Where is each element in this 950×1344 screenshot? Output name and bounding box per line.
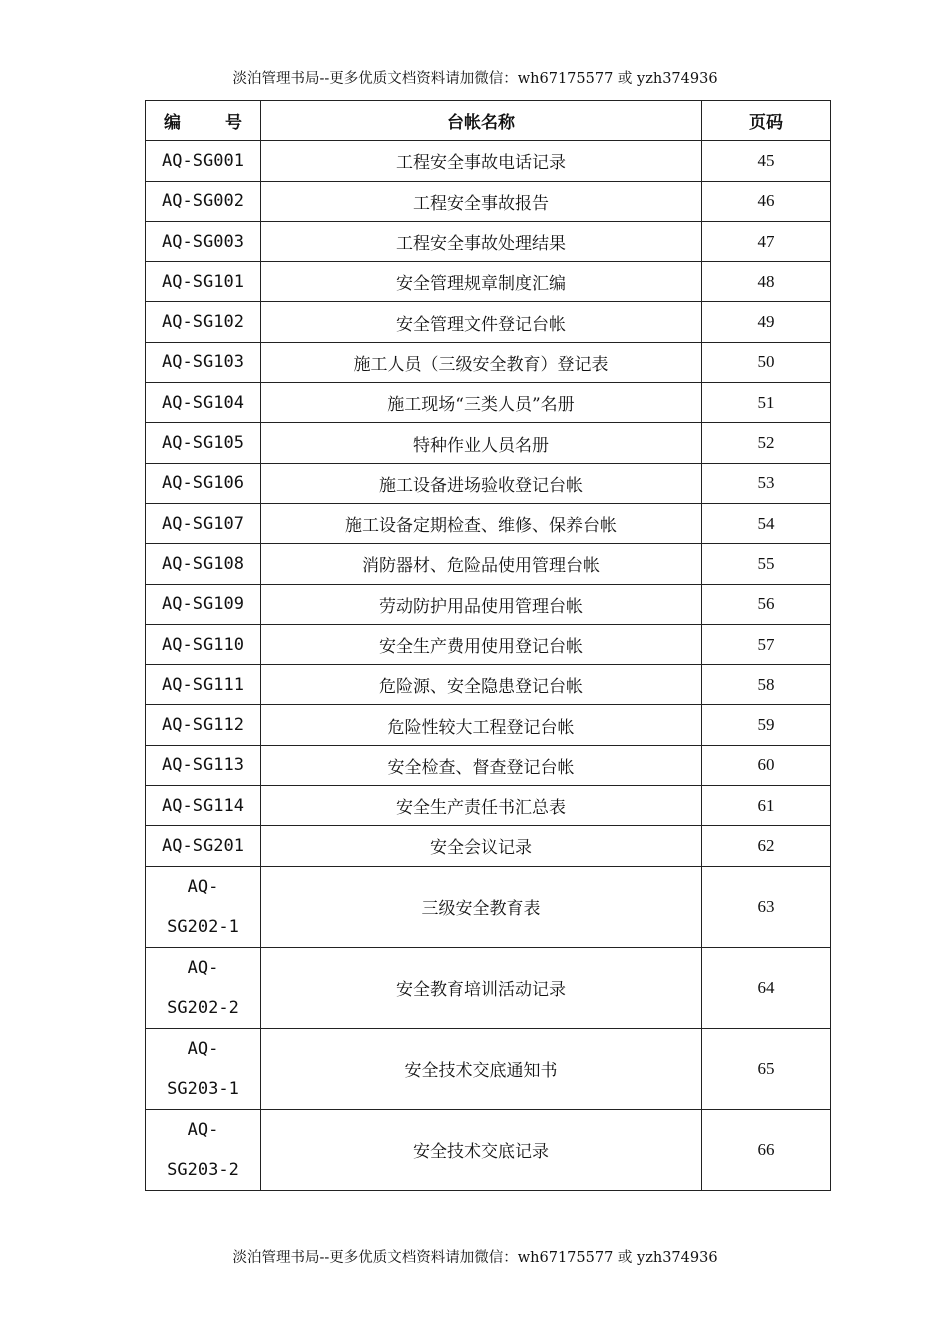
row-name: 特种作业人员名册 <box>261 423 702 463</box>
table-row <box>146 745 831 785</box>
row-code: AQ-SG106 <box>146 463 261 503</box>
table-row <box>146 383 831 423</box>
row-page: 50 <box>702 342 831 382</box>
row-page: 64 <box>702 947 831 1028</box>
row-page: 54 <box>702 503 831 543</box>
row-name: 三级安全教育表 <box>261 866 702 947</box>
row-code: AQ-SG102 <box>146 302 261 342</box>
row-page: 52 <box>702 423 831 463</box>
row-name: 劳动防护用品使用管理台帐 <box>261 584 702 624</box>
row-code-line2: SG203-2 <box>167 1159 239 1180</box>
row-name: 施工设备进场验收登记台帐 <box>261 463 702 503</box>
column-header-code-part1: 编 <box>164 113 181 134</box>
row-name: 消防器材、危险品使用管理台帐 <box>261 544 702 584</box>
row-code-line2: SG203-1 <box>167 1078 239 1099</box>
row-code: AQ-SG113 <box>146 745 261 785</box>
table-header-row <box>146 101 831 141</box>
row-code: AQ-SG114 <box>146 786 261 826</box>
table-row <box>146 141 831 181</box>
row-name: 危险性较大工程登记台帐 <box>261 705 702 745</box>
row-page: 60 <box>702 745 831 785</box>
table-row <box>146 584 831 624</box>
table-row <box>146 262 831 302</box>
row-code-line2: SG202-1 <box>167 916 239 937</box>
row-code: AQ-SG110 <box>146 624 261 664</box>
table-row <box>146 302 831 342</box>
row-name: 危险源、安全隐患登记台帐 <box>261 665 702 705</box>
row-code: AQ-SG002 <box>146 181 261 221</box>
row-code-line2: SG202-2 <box>167 997 239 1018</box>
row-name: 安全管理文件登记台帐 <box>261 302 702 342</box>
row-code: AQ-SG105 <box>146 423 261 463</box>
table-row <box>146 1109 831 1190</box>
page-footer: 淡泊管理书局--更多优质文档资料请加微信：wh67175577 或 yzh374936 <box>232 1250 718 1266</box>
table-row <box>146 947 831 1028</box>
row-code: AQ-SG111 <box>146 665 261 705</box>
table-row <box>146 665 831 705</box>
row-code <box>146 947 261 1028</box>
row-page: 45 <box>702 141 831 181</box>
row-name: 工程安全事故处理结果 <box>261 221 702 261</box>
row-page: 47 <box>702 221 831 261</box>
row-code: AQ-SG109 <box>146 584 261 624</box>
row-name: 安全生产费用使用登记台帐 <box>261 624 702 664</box>
row-page: 61 <box>702 786 831 826</box>
row-page: 55 <box>702 544 831 584</box>
row-page: 57 <box>702 624 831 664</box>
column-header-page: 页码 <box>702 101 831 141</box>
row-page: 58 <box>702 665 831 705</box>
row-code <box>146 866 261 947</box>
row-name: 安全检查、督查登记台帐 <box>261 745 702 785</box>
row-page: 59 <box>702 705 831 745</box>
column-header-code-part2: 号 <box>225 113 242 134</box>
row-code: AQ-SG104 <box>146 383 261 423</box>
row-code: AQ-SG103 <box>146 342 261 382</box>
table-row <box>146 786 831 826</box>
row-code-line1: AQ- <box>187 1119 219 1140</box>
row-name: 工程安全事故报告 <box>261 181 702 221</box>
table-row <box>146 826 831 866</box>
row-page: 53 <box>702 463 831 503</box>
row-code: AQ-SG112 <box>146 705 261 745</box>
table-row <box>146 1028 831 1109</box>
row-code-line1: AQ- <box>187 1038 219 1059</box>
row-page: 63 <box>702 866 831 947</box>
row-page: 46 <box>702 181 831 221</box>
row-name: 施工设备定期检查、维修、保养台帐 <box>261 503 702 543</box>
row-code-line1: AQ- <box>187 957 219 978</box>
row-code: AQ-SG201 <box>146 826 261 866</box>
row-page: 48 <box>702 262 831 302</box>
table-row <box>146 342 831 382</box>
row-code: AQ-SG001 <box>146 141 261 181</box>
row-name: 施工现场“三类人员”名册 <box>261 383 702 423</box>
row-page: 49 <box>702 302 831 342</box>
table-row <box>146 181 831 221</box>
row-code-line1: AQ- <box>187 876 219 897</box>
row-name: 安全教育培训活动记录 <box>261 947 702 1028</box>
table-row <box>146 624 831 664</box>
row-code: AQ-SG003 <box>146 221 261 261</box>
row-code <box>146 1028 261 1109</box>
row-name: 安全会议记录 <box>261 826 702 866</box>
row-code: AQ-SG108 <box>146 544 261 584</box>
table-row <box>146 503 831 543</box>
row-name: 工程安全事故电话记录 <box>261 141 702 181</box>
row-code: AQ-SG107 <box>146 503 261 543</box>
row-page: 66 <box>702 1109 831 1190</box>
table-row <box>146 423 831 463</box>
row-page: 51 <box>702 383 831 423</box>
table-row <box>146 866 831 947</box>
column-header-name: 台帐名称 <box>261 101 702 141</box>
row-name: 安全技术交底通知书 <box>261 1028 702 1109</box>
row-name: 安全管理规章制度汇编 <box>261 262 702 302</box>
table-row <box>146 221 831 261</box>
row-name: 安全生产责任书汇总表 <box>261 786 702 826</box>
row-name: 施工人员（三级安全教育）登记表 <box>261 342 702 382</box>
page-header: 淡泊管理书局--更多优质文档资料请加微信：wh67175577 或 yzh374936 <box>232 71 718 87</box>
table-row <box>146 705 831 745</box>
row-code <box>146 1109 261 1190</box>
row-code: AQ-SG101 <box>146 262 261 302</box>
row-page: 65 <box>702 1028 831 1109</box>
column-header-code <box>146 101 261 141</box>
ledger-index-table <box>145 100 831 1191</box>
table-row <box>146 544 831 584</box>
row-page: 56 <box>702 584 831 624</box>
row-name: 安全技术交底记录 <box>261 1109 702 1190</box>
table-row <box>146 463 831 503</box>
row-page: 62 <box>702 826 831 866</box>
